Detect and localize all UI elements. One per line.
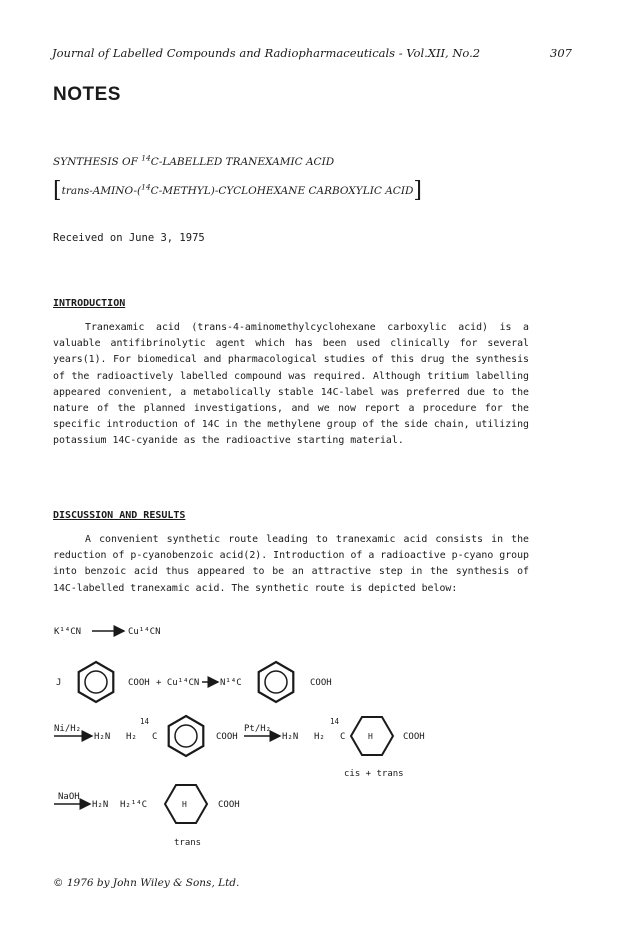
- scheme-trans: trans: [174, 838, 202, 848]
- discussion-heading: DISCUSSION AND RESULTS: [53, 510, 186, 521]
- scheme-kcn: K¹⁴CN: [54, 627, 82, 637]
- scheme-h2n-2: H₂N: [282, 732, 299, 742]
- benzene-ring-1: [79, 662, 114, 702]
- scheme-ni-h2: Ni/H₂: [54, 724, 82, 734]
- scheme-pt-h2: Pt/H₂: [244, 724, 272, 734]
- scheme-h2n-3: H₂N: [92, 800, 109, 810]
- scheme-nc: N¹⁴C: [220, 678, 242, 688]
- introduction-heading: INTRODUCTION: [53, 298, 126, 309]
- scheme-cooh-1: COOH: [128, 678, 150, 688]
- scheme-iodo: J: [56, 678, 62, 688]
- scheme-plus-cucn: + Cu¹⁴CN: [156, 678, 200, 688]
- introduction-paragraph: [53, 320, 529, 450]
- scheme-naoh: NaOH: [58, 792, 80, 802]
- discussion-paragraph: [53, 532, 529, 597]
- scheme-c-1: C: [152, 732, 158, 742]
- running-header: [52, 46, 572, 60]
- benzene-ring-3: [169, 716, 204, 756]
- scheme-cucn: Cu¹⁴CN: [128, 627, 161, 637]
- scheme-h2n-1: H₂N: [94, 732, 111, 742]
- introduction-text: Tranexamic acid (trans-4-aminomethylcyclohexane carboxylic acid) is a valuable antifibrinolytic agent which has been used clinically for several years(1). For biomedical and pharmacological studies of this drug the synthesis of the radioactively labelled compound was required. Although tritium labelling appeared convenient, a metabolically stable 14C-label was preferred due to the nature of the planned investigations, and we now report a procedure for the specific introduction of 14C in the methylene group of the side chain, utilizing potassium 14C-cyanide as the radioactive starting material.: [53, 322, 529, 447]
- scheme-h2-14c: H₂¹⁴C: [120, 800, 148, 810]
- ring-h-1: H: [368, 732, 373, 741]
- scheme-cooh-4: COOH: [403, 732, 425, 742]
- scheme-label-14-2: 14: [330, 717, 340, 726]
- right-bracket: ]: [413, 178, 422, 203]
- scheme-cooh-2: COOH: [310, 678, 332, 688]
- copyright-footer: © 1976 by John Wiley & Sons, Ltd.: [53, 877, 240, 889]
- received-date: Received on June 3, 1975: [53, 232, 205, 244]
- scheme-label-14-1: 14: [140, 717, 150, 726]
- ring-h-2: H: [182, 800, 187, 809]
- scheme-cooh-3: COOH: [216, 732, 238, 742]
- left-bracket: [: [53, 178, 62, 203]
- page-number: 307: [550, 46, 572, 60]
- discussion-text: A convenient synthetic route leading to tranexamic acid consists in the reduction of p-cyanobenzoic acid(2). Introduction of a radioactive p-cyano group into benzoic acid thus appeared to be an attractive step in the synthesis of 14C-labelled tranexamic acid. The synthetic route is depicted below:: [53, 534, 529, 594]
- article-title-line2: [trans-AMINO-($^{14}$C-METHYL)-CYCLOHEXANE CARBOXYLIC ACID]: [53, 178, 422, 203]
- benzene-ring-2: [259, 662, 294, 702]
- article-title-line1: SYNTHESIS OF $^{14}$C-LABELLED TRANEXAMIC ACID: [53, 153, 335, 168]
- scheme-cooh-5: COOH: [218, 800, 240, 810]
- scheme-h2-2: H₂: [314, 732, 325, 742]
- scheme-h2-1: H₂: [126, 732, 137, 742]
- section-label: NOTES: [53, 84, 121, 105]
- reaction-scheme: [48, 612, 468, 857]
- scheme-c-2: C: [340, 732, 346, 742]
- journal-title: Journal of Labelled Compounds and Radiopharmaceuticals - Vol.XII, No.2: [52, 46, 481, 60]
- scheme-cis-trans: cis + trans: [344, 769, 404, 779]
